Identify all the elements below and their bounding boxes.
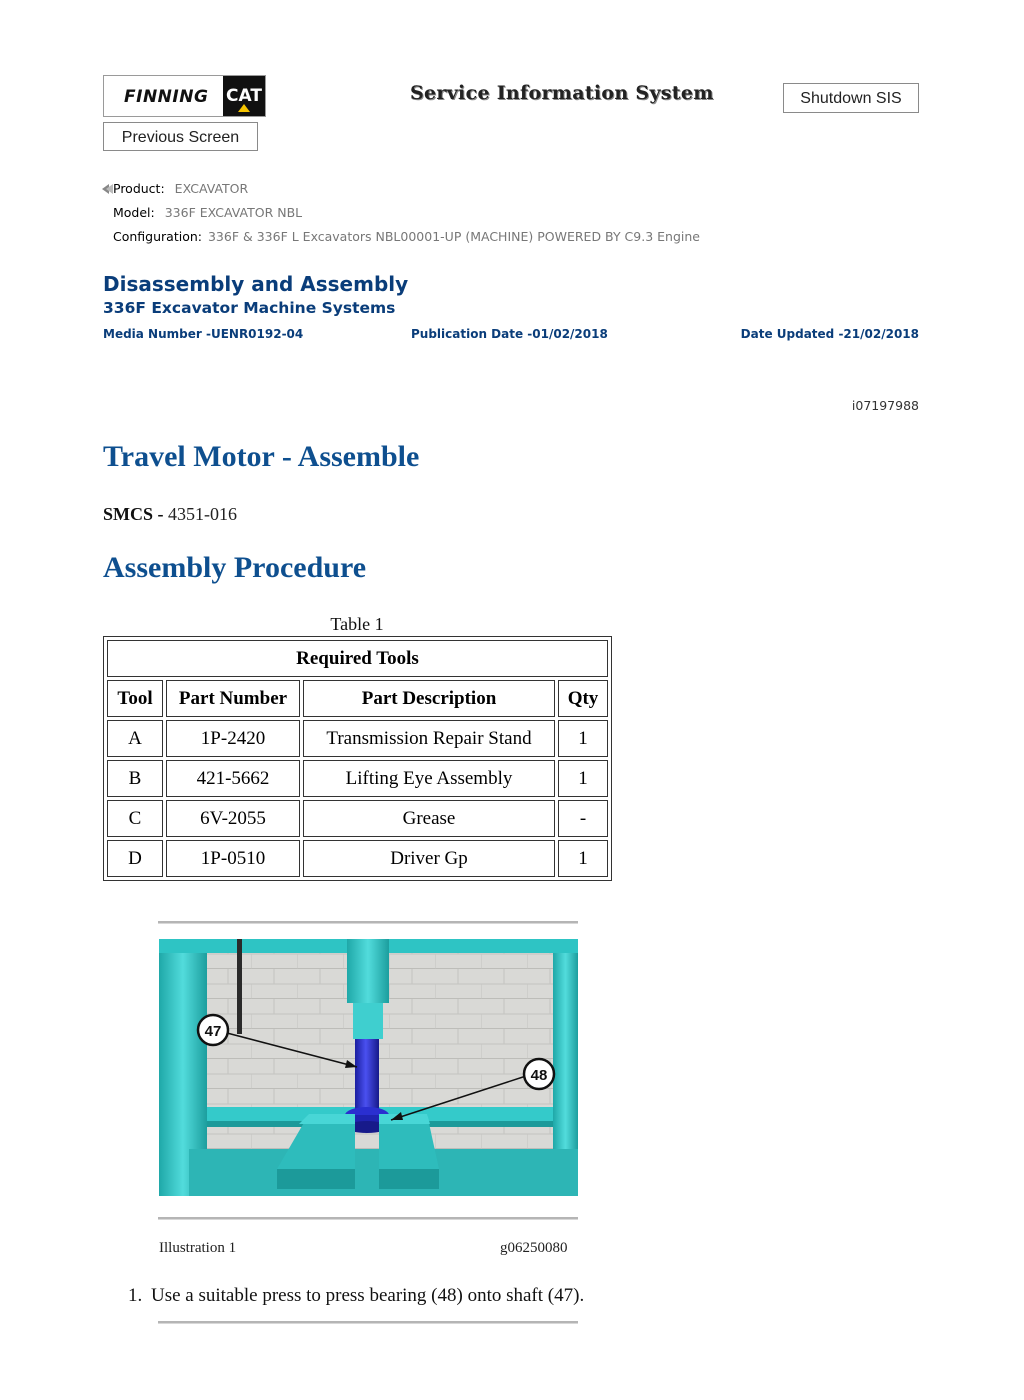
step-item	[128, 1285, 584, 1307]
divider-bottom	[158, 1217, 578, 1220]
product-value: EXCAVATOR	[174, 181, 249, 196]
table-row	[107, 720, 608, 757]
model-label: Model:	[113, 205, 155, 220]
cell-qty: 1	[558, 720, 608, 757]
cell-part-description: Transmission Repair Stand	[303, 720, 555, 757]
document-id: i07197988	[851, 398, 919, 413]
section-title: Assembly Procedure	[103, 551, 367, 584]
document-system: 336F Excavator Machine Systems	[103, 299, 396, 317]
table-caption: Table 1	[330, 614, 384, 634]
cell-part-description: Grease	[303, 800, 555, 837]
configuration-label: Configuration:	[113, 229, 202, 244]
callout-48: 48	[530, 1067, 548, 1084]
cell-part-number: 6V-2055	[166, 800, 300, 837]
cell-tool: D	[107, 840, 163, 877]
finning-cat-logo	[103, 75, 266, 117]
table-title-row	[107, 640, 608, 677]
header-tool: Tool	[107, 680, 163, 717]
model-value: 336F EXCAVATOR NBL	[164, 205, 303, 220]
cell-qty: 1	[558, 840, 608, 877]
header-qty: Qty	[558, 680, 608, 717]
smcs-label: SMCS -	[103, 504, 164, 524]
divider-step	[158, 1321, 578, 1324]
callout-47: 47	[204, 1023, 222, 1040]
header-part-description: Part Description	[303, 680, 555, 717]
cell-tool: A	[107, 720, 163, 757]
smcs-code	[103, 504, 237, 525]
media-number: Media Number -UENR0192-04	[103, 327, 304, 341]
cat-logo: CAT	[223, 76, 265, 116]
illustration-graphic-id: g06250080	[500, 1240, 568, 1256]
app-title: Service Information System	[410, 82, 714, 104]
cell-qty: 1	[558, 760, 608, 797]
illustration-caption: Illustration 1	[159, 1240, 237, 1256]
document-category: Disassembly and Assembly	[103, 272, 409, 296]
table-header-row	[107, 680, 608, 717]
step-number: 1.	[128, 1285, 143, 1306]
cell-tool: B	[107, 760, 163, 797]
configuration-value: 336F & 336F L Excavators NBL00001-UP (MACHINE) POWERED BY C9.3 Engine	[207, 229, 700, 244]
cell-part-number: 1P-0510	[166, 840, 300, 877]
finning-logo-text: FINNING	[124, 87, 209, 107]
cell-part-number: 1P-2420	[166, 720, 300, 757]
step-text: Use a suitable press to press bearing (48) onto shaft (47).	[151, 1285, 585, 1306]
cell-part-number: 421-5662	[166, 760, 300, 797]
previous-screen-button[interactable]: Previous Screen	[103, 122, 258, 151]
table-row	[107, 800, 608, 837]
model-row	[113, 205, 302, 220]
required-tools-table	[103, 636, 612, 881]
configuration-row	[113, 229, 700, 244]
smcs-value: 4351-016	[168, 504, 238, 524]
header-part-number: Part Number	[166, 680, 300, 717]
table-title: Required Tools	[107, 640, 608, 677]
product-label: Product:	[113, 181, 165, 196]
table-row	[107, 840, 608, 877]
divider-top	[158, 921, 578, 924]
page-title: Travel Motor - Assemble	[103, 440, 420, 473]
product-row	[113, 181, 248, 196]
shutdown-sis-button[interactable]: Shutdown SIS	[783, 83, 919, 113]
cell-qty: -	[558, 800, 608, 837]
table-row	[107, 760, 608, 797]
cell-tool: C	[107, 800, 163, 837]
date-updated: Date Updated -21/02/2018	[740, 327, 919, 341]
cell-part-description: Driver Gp	[303, 840, 555, 877]
cell-part-description: Lifting Eye Assembly	[303, 760, 555, 797]
publication-date: Publication Date -01/02/2018	[411, 327, 608, 341]
illustration-press-bearing-shaft	[159, 939, 578, 1196]
